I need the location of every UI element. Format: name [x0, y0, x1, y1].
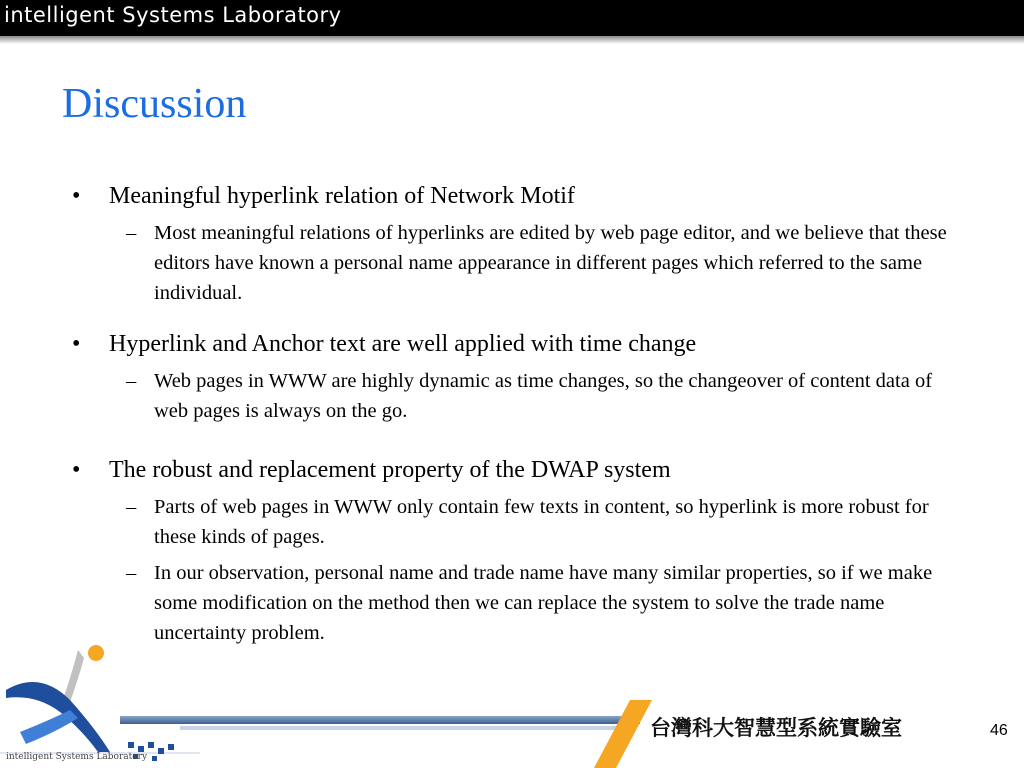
bullet-text: Hyperlink and Anchor text are well applied with time change: [109, 331, 697, 357]
bullet-dot: •: [72, 331, 81, 357]
header-bar: [0, 0, 1024, 36]
sub-bullet-item: [72, 366, 952, 426]
header-shadow: [0, 36, 1024, 44]
bullet-dot: •: [72, 457, 81, 483]
sub-bullet-dash: –: [126, 496, 137, 518]
footer-lab-title: 台灣科大智慧型系統實驗室: [650, 716, 902, 740]
sub-bullet-item: [72, 558, 952, 648]
sub-bullet-text: In our observation, personal name and trade name have many similar properties, so if we make some modification on the method then we can replace the system to solve the trade name uncertainty problem.: [154, 562, 933, 644]
bullet-text: The robust and replacement property of the DWAP system: [109, 457, 671, 483]
footer-bar-secondary: [180, 726, 620, 730]
sub-bullet-text: Web pages in WWW are highly dynamic as time changes, so the changeover of content data of web pages is always on the go.: [154, 370, 933, 422]
bullet-item: [72, 180, 952, 212]
header-title: intelligent Systems Laboratory: [4, 3, 342, 27]
bullet-dot: •: [72, 183, 81, 209]
bullet-item: [72, 454, 952, 486]
lab-logo-icon: [0, 640, 200, 768]
sub-bullet-item: [72, 492, 952, 552]
sub-bullet-dash: –: [126, 370, 137, 392]
bullet-text: Meaningful hyperlink relation of Network Motif: [109, 183, 575, 209]
bullet-item: [72, 328, 952, 360]
slide-title: Discussion: [62, 81, 247, 127]
footer-logo-text: intelligent Systems Laboratory: [6, 752, 148, 762]
sub-bullet-dash: –: [126, 562, 137, 584]
sub-bullet-text: Most meaningful relations of hyperlinks are edited by web page editor, and we believe that these editors have known a personal name appearance in different pages which referred to the same individual.: [154, 222, 947, 304]
page-number: 46: [990, 722, 1008, 739]
sub-bullet-text: Parts of web pages in WWW only contain few texts in content, so hyperlink is more robust for these kinds of pages.: [154, 496, 929, 548]
sub-bullet-item: [72, 218, 952, 308]
slide-content: [72, 180, 952, 648]
footer-bar: [120, 716, 640, 724]
sub-bullet-dash: –: [126, 222, 137, 244]
